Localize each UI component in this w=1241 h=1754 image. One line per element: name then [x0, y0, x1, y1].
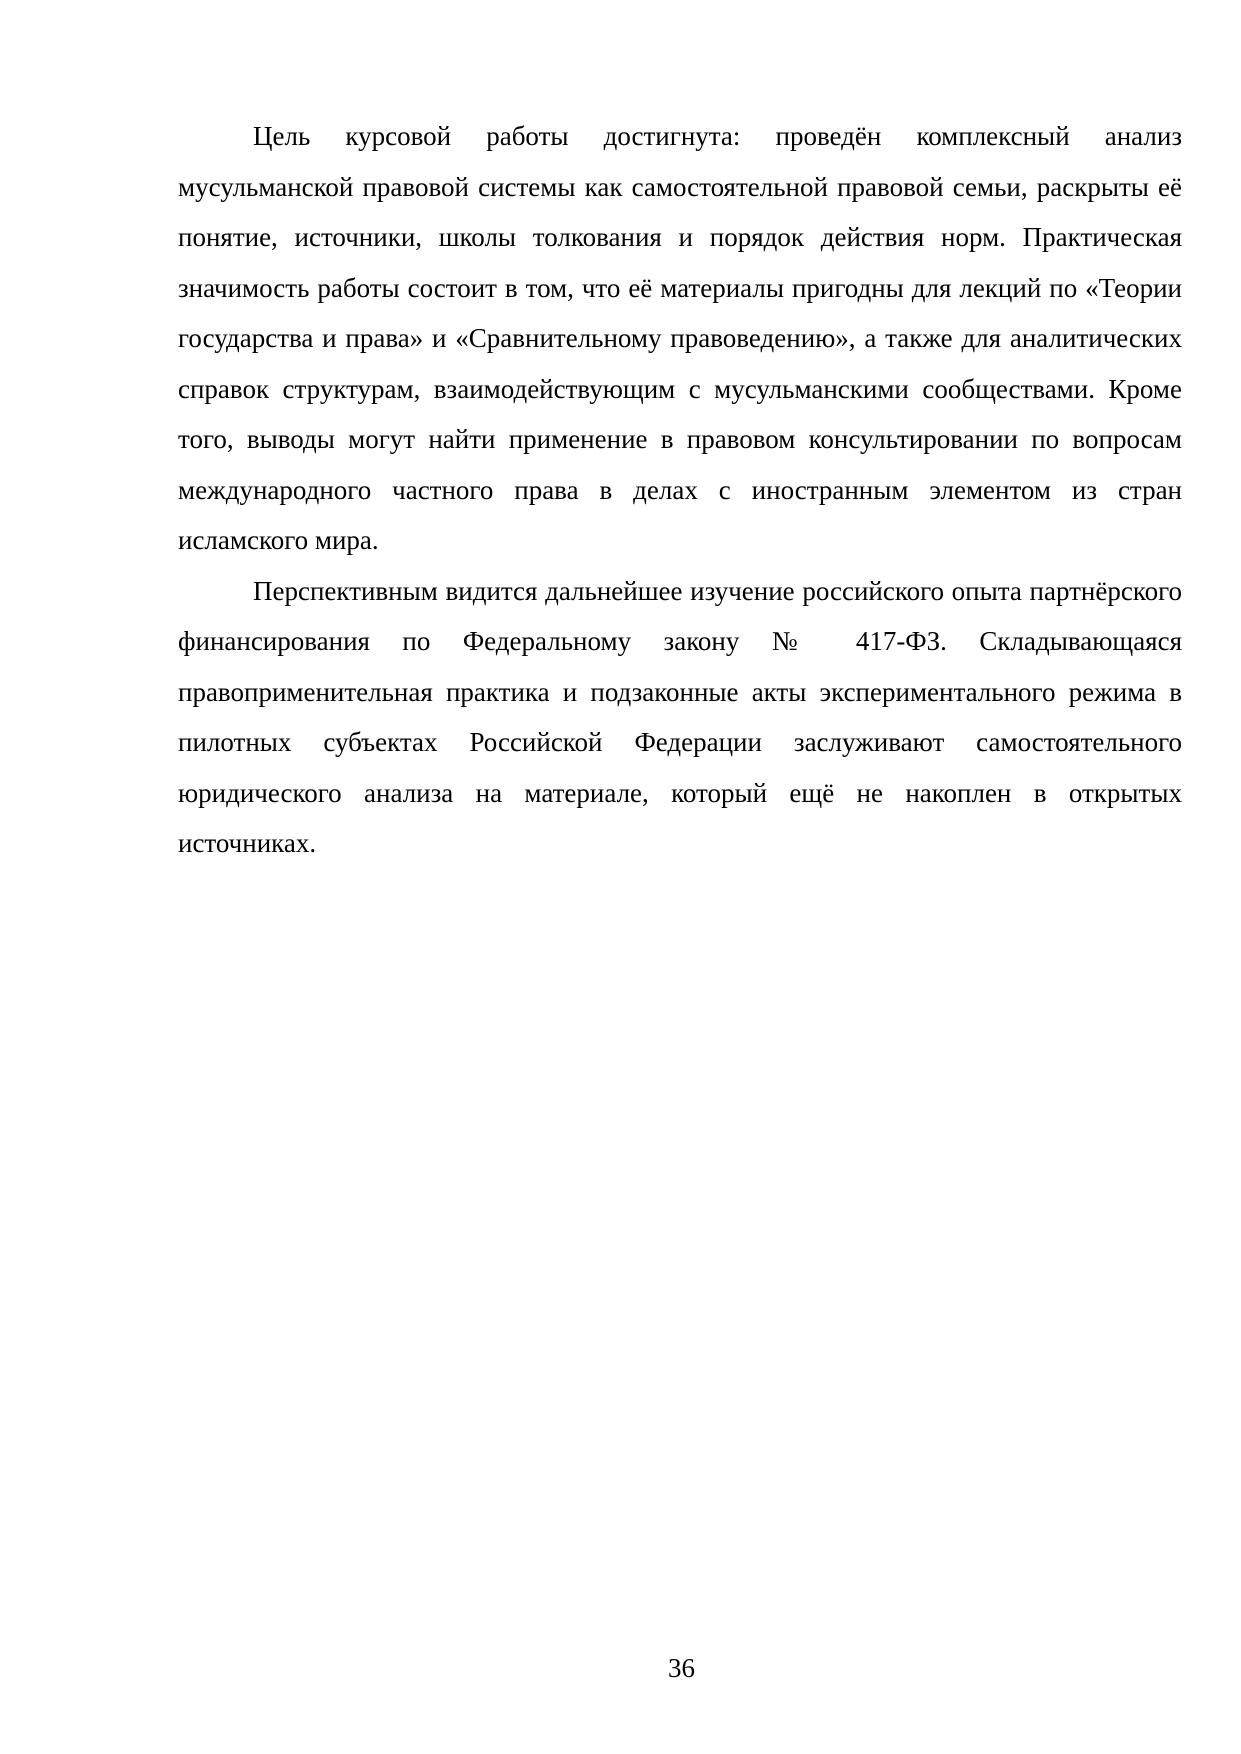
- paragraph-conclusion: Цель курсовой работы достигнута: проведён комплексный анализ мусульманской правовой системы как самостоятельной правовой семьи, раскрыты её понятие, источники, школы толкования и порядок действия норм. Практическая значимость работы состоит в том, что её материалы пригодны для лекций по «Теории государства и права» и «Сравнительному правоведению», а также для аналитических справок структурам, взаимодействующим с мусульманскими сообществами. Кроме того, выводы могут найти применение в правовом консультировании по вопросам международного частного права в делах с иностранным элементом из стран исламского мира.: [178, 121, 1182, 555]
- page-number: 36: [668, 1653, 695, 1683]
- paragraph-perspectives: Перспективным видится дальнейшее изучение российского опыта партнёрского финансирования по Федеральному закону № 417-ФЗ. Складывающаяся правоприменительная практика и подзаконные акты экспериментального режима в пилотных субъектах Российской Федерации заслуживают самостоятельного юридического анализа на материале, который ещё не накоплен в открытых источниках.: [178, 575, 1182, 858]
- body-text: [178, 111, 1182, 869]
